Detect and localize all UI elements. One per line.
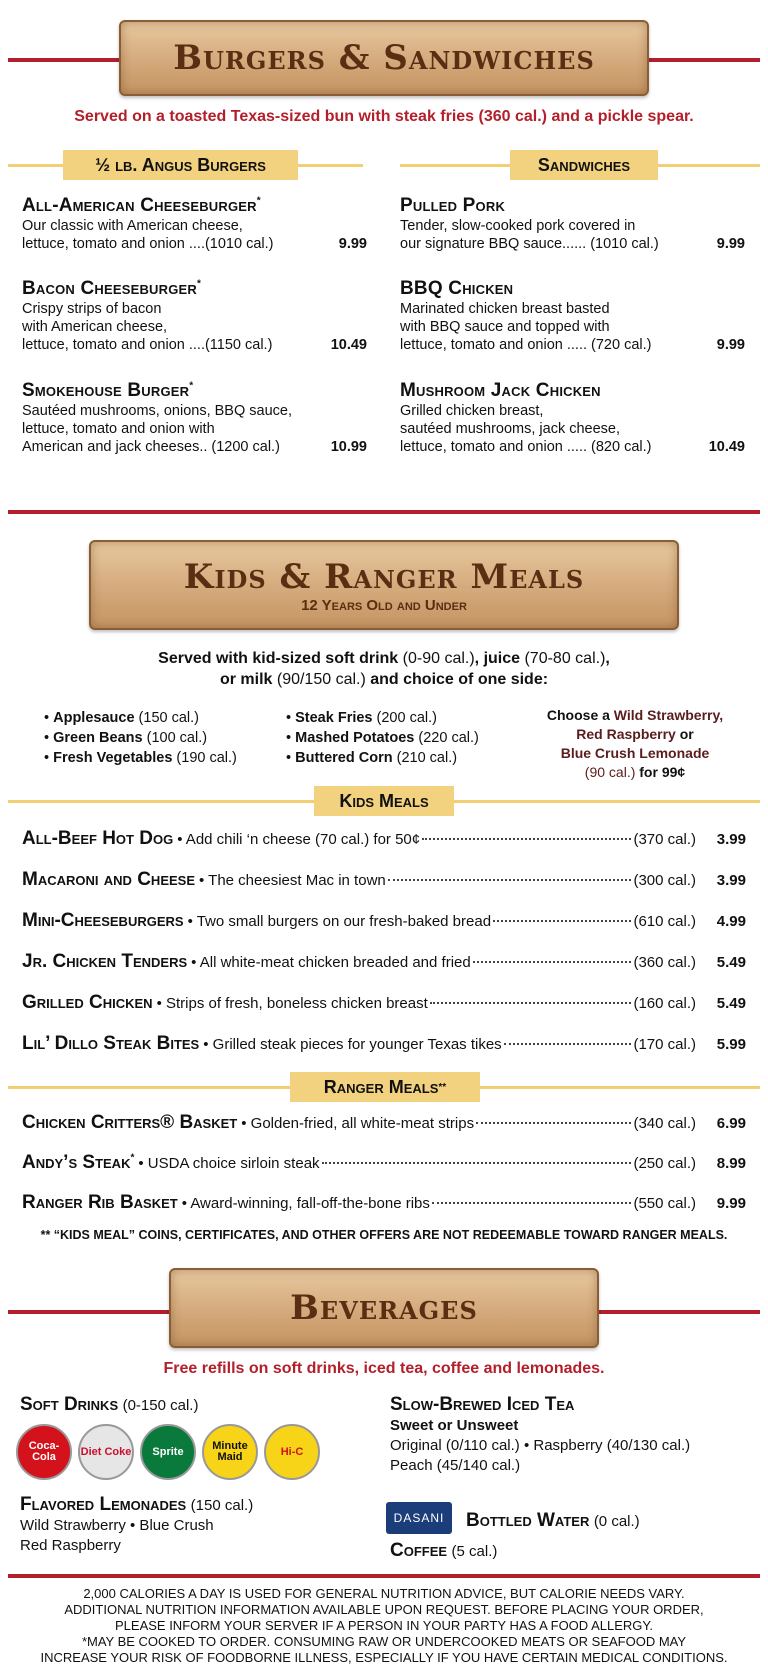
angus-subhead (8, 150, 363, 180)
intro-text: , juice (474, 650, 525, 667)
item-cal: (610 cal.) (633, 913, 696, 930)
item-desc: Sweet or Unsweet (390, 1417, 519, 1434)
ranger-subhead (8, 1072, 760, 1102)
diet-coke-logo-icon: Diet Coke (78, 1424, 134, 1480)
item-cal: (160 cal.) (633, 995, 696, 1012)
item-price: 8.99 (716, 1155, 746, 1172)
item-desc: lettuce, tomato and onion ....(1150 cal.) (22, 337, 273, 353)
menu-item (400, 380, 745, 456)
menu-item (400, 278, 745, 354)
hi-c-logo-icon: Hi-C (264, 1424, 320, 1480)
item-desc: Our classic with American cheese, (22, 218, 243, 234)
item-name: Mini-Cheeseburgers (22, 910, 184, 931)
item-price: 10.49 (708, 439, 745, 455)
sprite-logo-icon: Sprite (140, 1424, 196, 1480)
item-price: 9.99 (716, 1195, 746, 1212)
item-desc: Tender, slow-cooked pork covered in (400, 218, 636, 234)
coffee (390, 1540, 497, 1562)
side-item: • Fresh Vegetables (190 cal.) (44, 750, 237, 766)
item-name: Coffee (390, 1540, 448, 1561)
lemonade-offer: Choose a Wild Strawberry, Red Raspberry or Blue Crush Lemonade (90 cal.) for 99¢ (546, 707, 724, 780)
item-desc: with BBQ sauce and topped with (400, 319, 610, 335)
item-name: Smokehouse Burger (22, 380, 190, 401)
item-desc: lettuce, tomato and onion ..... (820 cal.) (400, 439, 652, 455)
item-cal: (300 cal.) (633, 872, 696, 889)
disclaimer-line: PLEASE INFORM YOUR SERVER IF A PERSON IN YOUR PARTY HAS A FOOD ALLERGY. (115, 1618, 653, 1633)
item-name: Mushroom Jack Chicken (400, 380, 601, 401)
item-desc: Red Raspberry (20, 1537, 121, 1554)
burgers-banner (0, 20, 768, 100)
item-name: All-Beef Hot Dog (22, 828, 174, 849)
item-price: 3.99 (716, 872, 746, 889)
item-cal: (0 cal.) (593, 1513, 640, 1530)
cook-mark: * (189, 380, 194, 392)
side-item: • Green Beans (100 cal.) (44, 730, 208, 746)
kids-row (22, 910, 746, 938)
menu-item (22, 195, 367, 253)
item-desc: • The cheesiest Mac in town (199, 872, 386, 889)
item-name: Andy’s Steak* (22, 1152, 135, 1173)
sides-list (44, 708, 237, 768)
item-desc: American and jack cheeses.. (1200 cal.) (22, 439, 280, 455)
item-name: Bacon Cheeseburger (22, 278, 198, 299)
angus-header: ½ lb. Angus Burgers (63, 150, 298, 180)
sandwich-subhead (400, 150, 760, 180)
item-desc: Wild Strawberry • Blue Crush (20, 1517, 214, 1534)
item-name: Soft Drinks (20, 1394, 119, 1415)
section-divider (8, 1574, 760, 1578)
ranger-row (22, 1112, 746, 1140)
section-title: Burgers & Sandwiches (173, 38, 595, 78)
side-item: • Steak Fries (200 cal.) (286, 710, 437, 726)
item-cal: (550 cal.) (633, 1195, 696, 1212)
disclaimer-line: *MAY BE COOKED TO ORDER. CONSUMING RAW OR UNDERCOOKED MEATS OR SEAFOOD MAY (81, 1634, 687, 1649)
item-desc: Marinated chicken breast basted (400, 301, 610, 317)
ranger-header: Ranger Meals ** (290, 1072, 480, 1102)
kids-intro (0, 648, 768, 690)
item-cal: (0-150 cal.) (122, 1397, 199, 1414)
side-item: • Buttered Corn (210 cal.) (286, 750, 458, 766)
item-price: 5.49 (716, 995, 746, 1012)
item-name: BBQ Chicken (400, 278, 514, 299)
dasani-logo-icon: DASANI (386, 1502, 452, 1534)
intro-text: , (605, 650, 610, 667)
ranger-row (22, 1152, 746, 1180)
item-name: Lil’ Dillo Steak Bites (22, 1033, 200, 1054)
burgers-note: Served on a toasted Texas-sized bun with steak fries (360 cal.) and a pickle spear. (74, 108, 694, 125)
item-desc: lettuce, tomato and onion with (22, 421, 215, 437)
item-desc: Sautéed mushrooms, onions, BBQ sauce, (22, 403, 293, 419)
kids-row (22, 828, 746, 856)
item-name: Chicken Critters® Basket (22, 1112, 238, 1133)
intro-cal: (70-80 cal.) (524, 650, 606, 667)
item-desc: lettuce, tomato and onion ..... (720 cal.) (400, 337, 652, 353)
intro-text: Served with kid-sized soft drink (158, 650, 403, 667)
item-desc: • All white-meat chicken breaded and fried (191, 954, 471, 971)
item-desc: • USDA choice sirloin steak (138, 1155, 320, 1172)
section-title: Beverages (290, 1288, 478, 1328)
item-desc: • Strips of fresh, boneless chicken breast (156, 995, 428, 1012)
wood-plank (119, 20, 649, 96)
minute-maid-logo-icon: Minute Maid (202, 1424, 258, 1480)
item-name: Bottled Water (466, 1510, 590, 1531)
menu-item (22, 278, 367, 354)
intro-cal: (0-90 cal.) (402, 650, 475, 667)
item-price: 9.99 (716, 236, 745, 252)
beverages-banner (0, 1268, 768, 1348)
nutrition-disclaimer (0, 1586, 768, 1665)
item-cal: (170 cal.) (633, 1036, 696, 1053)
item-cal: (5 cal.) (451, 1543, 498, 1560)
kids-header: Kids Meals (314, 786, 454, 816)
section-divider (8, 510, 760, 514)
wood-plank (169, 1268, 599, 1348)
item-desc: our signature BBQ sauce...... (1010 cal.) (400, 236, 659, 252)
kids-row (22, 1033, 746, 1061)
beverages-note: Free refills on soft drinks, iced tea, coffee and lemonades. (163, 1360, 605, 1377)
coca-cola-logo-icon: Coca-Cola (16, 1424, 72, 1480)
intro-text: or milk (219, 671, 277, 688)
item-desc: • Grilled steak pieces for younger Texas tikes (203, 1036, 502, 1053)
item-cal: (150 cal.) (190, 1497, 254, 1514)
item-name: Ranger Rib Basket (22, 1192, 178, 1213)
flavored-lemonades (20, 1494, 253, 1556)
item-name: Flavored Lemonades (20, 1494, 187, 1515)
item-desc: Crispy strips of bacon (22, 301, 162, 317)
item-desc: • Add chili ‘n cheese (70 cal.) for 50¢ (177, 831, 421, 848)
item-cal: (370 cal.) (633, 831, 696, 848)
cook-mark: * (197, 278, 202, 290)
soft-drinks (20, 1394, 198, 1416)
menu-item (400, 195, 745, 253)
item-name: Macaroni and Cheese (22, 869, 196, 890)
item-price: 9.99 (716, 337, 745, 353)
item-price: 5.49 (716, 954, 746, 971)
menu-item (22, 380, 367, 456)
item-desc: sautéed mushrooms, jack cheese, (400, 421, 621, 437)
item-desc: Peach (45/140 cal.) (390, 1457, 521, 1474)
item-desc: • Two small burgers on our fresh-baked bread (187, 913, 492, 930)
section-title: Kids & Ranger Meals (183, 556, 585, 597)
kids-row (22, 992, 746, 1020)
item-desc: • Golden-fried, all white-meat strips (241, 1115, 475, 1132)
item-desc: Grilled chicken breast, (400, 403, 544, 419)
item-price: 9.99 (338, 236, 367, 252)
kids-subhead (8, 786, 760, 816)
item-price: 6.99 (716, 1115, 746, 1132)
item-price: 10.99 (330, 439, 367, 455)
cook-mark: * (256, 195, 261, 207)
kids-row (22, 869, 746, 897)
item-desc: Original (0/110 cal.) • Raspberry (40/130 cal.) (390, 1437, 691, 1454)
ranger-row (22, 1192, 746, 1220)
intro-cal: (90/150 cal.) (276, 671, 366, 688)
item-price: 4.99 (716, 913, 746, 930)
item-desc: • Award-winning, fall-off-the-bone ribs (181, 1195, 430, 1212)
wood-plank (89, 540, 679, 630)
item-name: All-American Cheeseburger (22, 195, 257, 216)
item-desc: with American cheese, (22, 319, 168, 335)
side-item: • Applesauce (150 cal.) (44, 710, 199, 726)
item-cal: (340 cal.) (633, 1115, 696, 1132)
bottled-water (466, 1510, 640, 1532)
item-name: Pulled Pork (400, 195, 506, 216)
item-name: Jr. Chicken Tenders (22, 951, 188, 972)
item-name: Slow-Brewed Iced Tea (390, 1394, 575, 1415)
item-desc: lettuce, tomato and onion ....(1010 cal.) (22, 236, 274, 252)
item-price: 5.99 (716, 1036, 746, 1053)
ranger-note: ** “KIDS MEAL” COINS, CERTIFICATES, AND OTHER OFFERS ARE NOT REDEEMABLE TOWARD RANGER MEALS. (40, 1228, 728, 1242)
sides-list (286, 708, 479, 768)
side-item: • Mashed Potatoes (220 cal.) (286, 730, 479, 746)
disclaimer-line: 2,000 CALORIES A DAY IS USED FOR GENERAL NUTRITION ADVICE, BUT CALORIE NEEDS VARY. (83, 1586, 685, 1601)
disclaimer-line: INCREASE YOUR RISK OF FOODBORNE ILLNESS, ESPECIALLY IF YOU HAVE CERTAIN MEDICAL CONDITIONS. (40, 1650, 728, 1665)
item-price: 3.99 (716, 831, 746, 848)
iced-tea (390, 1394, 690, 1476)
item-price: 10.49 (330, 337, 367, 353)
item-cal: (360 cal.) (633, 954, 696, 971)
kids-row (22, 951, 746, 979)
sandwich-header: Sandwiches (510, 150, 658, 180)
intro-text: and choice of one side: (365, 671, 549, 688)
section-subtitle: 12 Years Old and Under (301, 596, 467, 614)
item-name: Grilled Chicken (22, 992, 153, 1013)
disclaimer-line: ADDITIONAL NUTRITION INFORMATION AVAILABLE UPON REQUEST. BEFORE PLACING YOUR ORDER, (64, 1602, 704, 1617)
item-cal: (250 cal.) (633, 1155, 696, 1172)
